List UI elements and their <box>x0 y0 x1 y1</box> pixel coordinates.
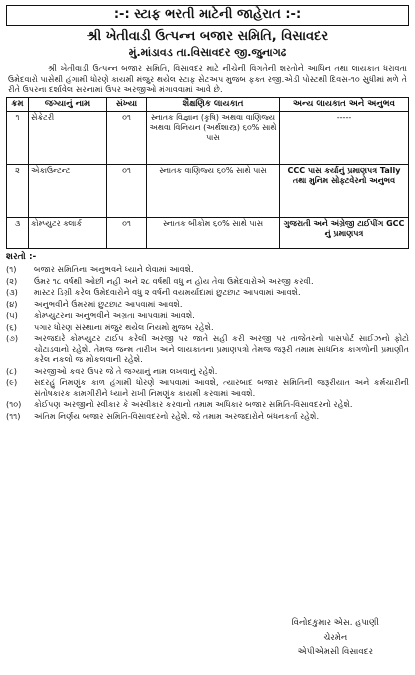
condition-item <box>6 310 409 321</box>
signatory-name: વિનોદકુમાર એસ. હપાણી <box>291 618 379 628</box>
condition-text: પગાર ધોરણ સંસ્થાના મંજુર થયેલ નિયમો મુજબ રહેશે. <box>34 321 214 332</box>
header-serial: ક્રમ <box>7 97 29 111</box>
condition-item <box>6 333 409 365</box>
header-qualification: શૈક્ષણિક લાયકાત <box>147 97 280 111</box>
condition-number: (૧૧) <box>6 410 21 421</box>
condition-text: સદરહું નિમણુંક કાળ હંગામી ધોરણે આપવામાં આવશે, ત્યારબાદ બજાર સમિતિની જરૂરીયાત અને કર્મચારીની સંતોષકારક કામગીરીને ધ્યાને રાખી નિમણુંક કાયમી કરવામાં આવશે. <box>34 377 409 398</box>
condition-text: અંતિમ નિર્ણય બજાર સમિતિ-વિસાવદરનો રહેશે. જે તમામ અરજદારોને બંધનકર્તા રહેશે. <box>34 410 320 421</box>
table-row <box>7 164 409 217</box>
table-row <box>7 111 409 164</box>
condition-text: માસ્ટર ડિગ્રી કરેલ ઉમેદવારોને વધુ ૨ વર્ષની વયમર્યાદામાં છુટછાટ આપવામાં આવશે. <box>34 287 301 298</box>
cell-qualification: સ્નાતક વાણિજ્ય ૬૦% સાથે પાસ <box>147 164 280 217</box>
table-header-row <box>7 97 409 111</box>
condition-number: (૬) <box>6 321 17 332</box>
cell-experience: ----- <box>280 111 409 164</box>
condition-number: (૫) <box>6 310 18 321</box>
condition-number: (૨) <box>6 275 18 286</box>
cell-qualification: સ્નાતક બીકોમ ૬૦% સાથે પાસ <box>147 217 280 248</box>
condition-number: (૯) <box>6 377 18 388</box>
condition-item <box>6 399 409 410</box>
cell-count: ૦૧ <box>107 164 147 217</box>
posts-table <box>6 97 409 249</box>
condition-text: બજાર સમિતિના અનુભવને ધ્યાને લેવામાં આવશે. <box>34 264 194 275</box>
condition-number: (૭) <box>6 333 19 344</box>
organization-address: મું.માંડાવડ તા.વિસાવદર જી.જુનાગઢ <box>128 46 287 60</box>
condition-number: (૪) <box>6 298 18 309</box>
condition-text: અરજદારે કોમ્પ્યુટર ટાઈપ કરેલી અરજી પર જાતે સહી કરી અરજી પર તાજેતરનો પાસપોર્ટ સાઈઝનો ફોટો ચોંટાડવાનો રહેશે. તેમજ જન્મ તારીખ અને લાયકાતના પ્રમાણપત્રો તેમજ જરૂરી તમામ સાધનિક કાગળોની પ્રમાણીત કરેલ નકલો જ મોકલવાની રહેશે. <box>34 333 409 365</box>
condition-item <box>6 299 409 310</box>
condition-item <box>6 287 409 298</box>
signature-block <box>292 616 379 660</box>
header-count: સંખ્યા <box>107 97 147 111</box>
cell-serial: ૩ <box>7 217 29 248</box>
conditions-title: શરતો :- <box>6 251 37 262</box>
condition-item <box>6 264 409 275</box>
cell-count: ૦૧ <box>107 111 147 164</box>
cell-count: ૦૧ <box>107 217 147 248</box>
cell-post: સેક્રેટરી <box>29 111 107 164</box>
condition-number: (૧) <box>6 264 17 275</box>
intro-paragraph: શ્રી ખેતીવાડી ઉત્પન્ન બજાર સમિતિ, વિસાવદર માટે નીચેની વિગતેની શરતોને આધિન તથા લાયકાત ધરાવતા ઉમેદવારો પાસેથી હંગામી ધોરણે કાયમી મંજુર થયેલ સ્ટાફ સેટઅપ મુજબ ફક્ત રજી.એડી પોસ્ટથી દિવસ-૧૦ સુધીમાં મળે તે રીતે ઉપરના દર્શાવેલ સરનામાં ઉપર અરજીઓ મંગાવવામાં આવે છે. <box>8 63 407 95</box>
condition-text: કોઈપણ અરજીનો સ્વીકાર કે અસ્વીકાર કરવાનો તમામ અધિકાર બજાર સમિતિ-વિસાવદરનો રહેશે. <box>34 399 353 410</box>
cell-serial: ૧ <box>7 111 29 164</box>
condition-number: (૧૦) <box>6 399 22 410</box>
recruitment-banner: :-: સ્ટાફ ભરતી માટેની જાહેરાત :-: <box>6 5 409 26</box>
conditions-list <box>6 264 409 421</box>
header-post-name: જગ્યાનું નામ <box>29 97 107 111</box>
signatory-title: ચેરમેન <box>323 632 348 643</box>
header-experience: અન્ય લાયકાત અને અનુભવ <box>280 97 409 111</box>
organization-name: શ્રી ખેતીવાડી ઉત્પન્ન બજાર સમિતિ, વિસાવદર <box>86 28 329 44</box>
condition-item <box>6 377 409 398</box>
condition-text: કોમ્પ્યુટરના અનુભવીને અગ્રતા આપવામાં આવશે. <box>34 310 195 321</box>
cell-experience: CCC પાસ કર્યાનું પ્રમાણપત્ર Tally તથા મુનિમ સોફ્ટવેરનો અનુભવ <box>280 164 409 217</box>
condition-text: અરજીઓ કવર ઉપર જે તે જગ્યાનું નામ લખવાનું રહેશે. <box>34 365 218 376</box>
condition-text: ઉંમર ૧૮ વર્ષથી ઓછી નહી અને ૨૮ વર્ષથી વધુ ન હોય તેવા ઉમેદવારોએ અરજી કરવી. <box>34 275 314 286</box>
condition-number: (૩) <box>6 287 18 298</box>
cell-post: કોમ્પ્યુટર ક્લાર્ક <box>29 217 107 248</box>
condition-item <box>6 366 409 377</box>
cell-experience: ગુજરાતી અને અંગ્રેજી ટાઈપીંગ GCC નું પ્રમાણપત્ર <box>280 217 409 248</box>
condition-number: (૮) <box>6 365 17 376</box>
cell-qualification: સ્નાતક વિજ્ઞાન (કૃષિ) અથવા વાણિજ્ય અથવા વિનિયન (અર્થશાસ્ત્ર) ૬૦% સાથે પાસ <box>147 111 280 164</box>
signatory-organization: એપીએમસી વિસાવદર <box>297 647 374 658</box>
table-row <box>7 217 409 248</box>
condition-item <box>6 322 409 333</box>
condition-item <box>6 276 409 287</box>
cell-post: એકાઉન્ટન્ટ <box>29 164 107 217</box>
cell-serial: ૨ <box>7 164 29 217</box>
condition-text: અનુભવીને ઉંમરમાં છુટછાટ આપવામાં આવશે. <box>34 298 183 309</box>
condition-item <box>6 411 409 422</box>
